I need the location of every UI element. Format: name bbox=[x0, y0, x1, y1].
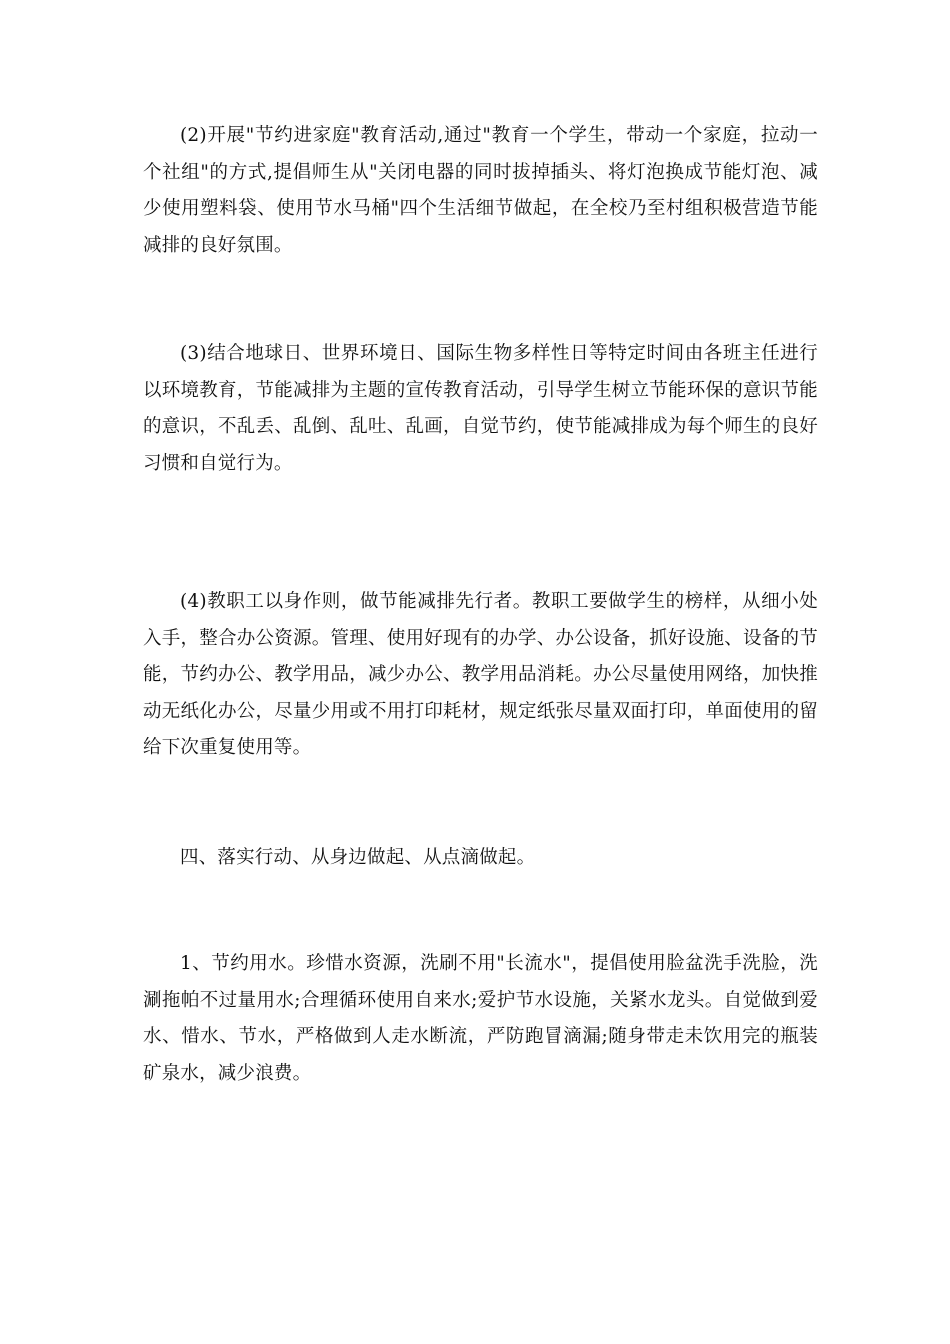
paragraph-save-water: 1、节约用水。珍惜水资源，洗刷不用"长流水"，提倡使用脸盆洗手洗脸，洗涮拖帕不过量用水;合理循环使用自来水;爱护节水设施，关紧水龙头。自觉做到爱水、惜水、节水，严格做到人走水断流，严防跑冒滴漏;随身带走未饮用完的瓶装矿泉水，减少浪费。 bbox=[143, 953, 818, 1084]
paragraph-staff-example: (4)教职工以身作则，做节能减排先行者。教职工要做学生的榜样，从细小处入手，整合办公资源。管理、使用好现有的办学、办公设备，抓好设施、设备的节能，节约办公、教学用品，减少办公、教学用品消耗。办公尽量使用网络，加快推动无纸化办公，尽量少用或不用打印耗材，规定纸张尽量双面打印，单面使用的留给下次重复使用等。 bbox=[143, 591, 818, 758]
paragraph-energy-saving-family: (2)开展"节约进家庭"教育活动,通过"教育一个学生，带动一个家庭，拉动一个社组"的方式,提倡师生从"关闭电器的同时拔掉插头、将灯泡换成节能灯泡、减少使用塑料袋、使用节水马桶"四个生活细节做起，在全校乃至村组积极营造节能减排的良好氛围。 bbox=[143, 125, 818, 256]
paragraph-environment-education: (3)结合地球日、世界环境日、国际生物多样性日等特定时间由各班主任进行以环境教育，节能减排为主题的宣传教育活动，引导学生树立节能环保的意识节能的意识，不乱丢、乱倒、乱吐、乱画，自觉节约，使节能减排成为每个师生的良好习惯和自觉行为。 bbox=[143, 343, 818, 474]
section-heading-four: 四、落实行动、从身边做起、从点滴做起。 bbox=[180, 847, 536, 868]
